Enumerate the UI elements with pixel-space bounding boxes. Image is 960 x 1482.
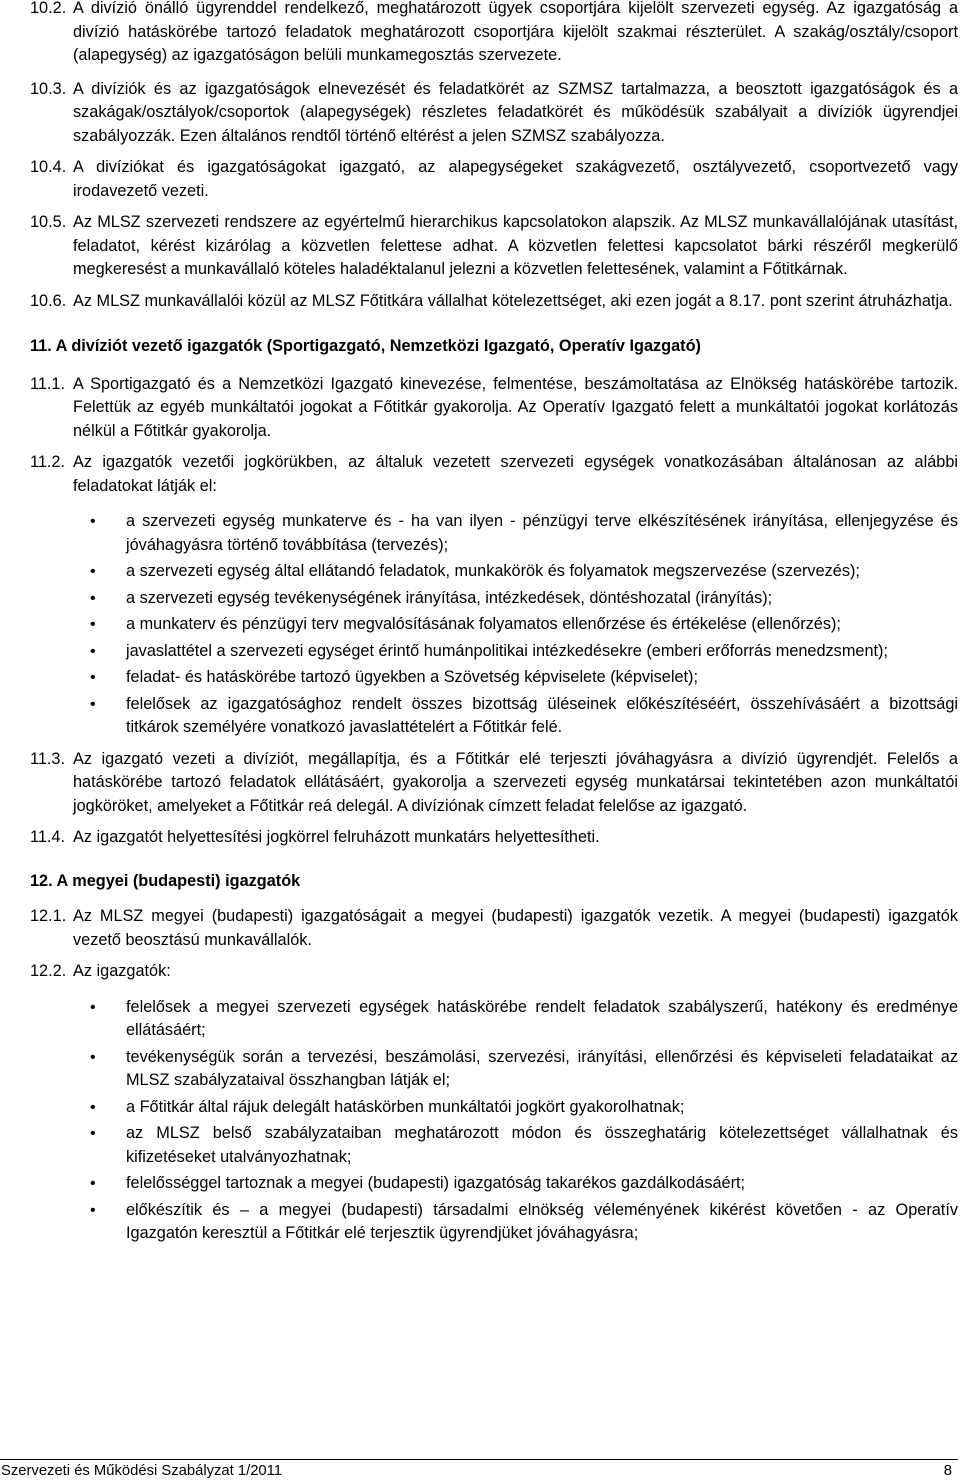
paragraph-text: A divíziók és az igazgatóságok elnevezését és feladatkörét az SZMSZ tartalmazza, a beosztott igazgatóságok és a szakágak/osztályok/csoportok (alapegységek) részletes feladatkörét és működésük szabályait a divíziók ügyrendjei szabályozzák. Ezen általános rendtől történő eltérést a jelen SZMSZ szabályozza. (73, 79, 958, 145)
paragraph-number: 11.2. (30, 453, 66, 471)
section-heading-12: 12. A megyei (budapesti) igazgatók (30, 871, 301, 890)
paragraph-number: 10.3. (30, 79, 67, 98)
paragraph-number: 11.3. (30, 749, 66, 768)
bullet-icon: • (90, 695, 96, 713)
paragraph-11-3 (30, 748, 958, 819)
list-item (30, 587, 958, 611)
paragraph-text: A Sportigazgató és a Nemzetközi Igazgató kinevezése, felmentése, beszámoltatása az Elnökség hatáskörébe tartozik. Felettük az egyéb munkáltatói jogokat a Főtitkár gyakorolja. Az Operatív Igazgató felett a munkáltatói jogokat korlátozás nélkül a Főtitkár gyakorolja. (73, 374, 958, 440)
paragraph-11-4 (30, 826, 958, 850)
bullet-icon: • (90, 642, 96, 660)
paragraph-10-3 (30, 78, 958, 149)
paragraph-10-4 (30, 156, 958, 203)
paragraph-number: 10.4. (30, 158, 67, 176)
list-item-text: a munkaterv és pénzügyi terv megvalósításának folyamatos ellenőrzése és értékelése (ellenőrzés); (126, 615, 841, 633)
list-item-text: feladat- és hatáskörébe tartozó ügyekben a Szövetség képviselete (képviselet); (126, 668, 698, 686)
list-item (30, 996, 958, 1043)
paragraph-text: Az igazgató vezeti a divíziót, megállapítja, és a Főtitkár elé terjeszti jóváhagyásra a divízió ügyrendjét. Felelős a hatáskörébe tartozó feladatok ellátásáért, gyakorolja a szervezeti egység munkatársai tekintetében azon munkáltatói jogköröket, amelyeket a Főtitkár reá delegál. A divíziónak címzett feladat felelőse az igazgató. (73, 749, 958, 815)
list-item-text: a szervezeti egység munkaterve és - ha van ilyen - pénzügyi terve elkészítésének irányítása, ellenjegyzése és jóváhagyásra történő továbbítása (tervezés); (126, 512, 958, 554)
page-footer (0, 1459, 958, 1482)
list-item-text: a szervezeti egység által ellátandó feladatok, munkakörök és folyamatok megszervezése (szervezés); (126, 562, 860, 580)
list-item-text: tevékenységük során a tervezési, beszámolási, szervezési, irányítási, ellenőrzési és képviseleti feladataikat az MLSZ szabályzataival összhangban látják el; (126, 1047, 958, 1089)
paragraph-text: A divíziókat és igazgatóságokat igazgató, az alapegységeket szakágvezető, osztályvezető, csoportvezető vagy irodavezető vezeti. (73, 158, 958, 200)
list-item (30, 693, 958, 740)
list-item-text: javaslattétel a szervezeti egységet érintő humánpolitikai intézkedésekre (emberi erőforrás menedzsment); (126, 641, 888, 660)
paragraph-text: A divízió önálló ügyrenddel rendelkező, meghatározott ügyek csoportjára kijelölt szervezeti egység. Az igazgatóság a divízió hatáskörébe tartozó feladatok meghatározott csoportjára kijelölt szakmai részterület. A szakág/osztály/csoport (alapegység) az igazgatóságon belüli munkamegosztás szervezete. (73, 0, 958, 64)
paragraph-text: Az igazgatót helyettesítési jogkörrel felruházott munkatárs helyettesítheti. (73, 828, 600, 846)
bullet-icon: • (90, 563, 96, 580)
paragraph-10-6 (30, 290, 958, 314)
list-item (30, 510, 958, 557)
paragraph-10-2 (30, 0, 958, 68)
bullet-icon: • (90, 1175, 96, 1192)
paragraph-11-2 (30, 451, 958, 498)
paragraph-text: Az MLSZ munkavállalói közül az MLSZ Főtitkára vállalhat kötelezettséget, aki ezen jogát a 8.17. pont szerint átruházhatja. (73, 291, 953, 310)
list-item-text: felelősek az igazgatósághoz rendelt összes bizottság üléseinek előkészítéséért, összehívásáért a bizottsági titkárok személyére vonatkozó javaslattételért a Főtitkár felé. (126, 694, 958, 736)
bullet-icon: • (90, 998, 96, 1016)
list-item-text: a szervezeti egység tevékenységének irányítása, intézkedések, döntéshozatal (irányítás); (126, 588, 773, 607)
list-item (30, 1172, 958, 1196)
paragraph-text: Az MLSZ szervezeti rendszere az egyértelmű hierarchikus kapcsolatokon alapszik. Az MLSZ munkavállalójának utasítást, feladatot, kérést kizárólag a közvetlen felettese adhat. A közvetlen felettesi kapcsolatot bárki részéről megkerülő megkeresést a munkavállaló köteles haladéktalanul jelezni a közvetlen felettesének, valamint a Főtitkárnak. (73, 213, 958, 278)
list-item-text: előkészítik és – a megyei (budapesti) társadalmi elnökség véleményének kikérést követően - az Operatív Igazgatón keresztül a Főtitkár elé terjesztik ügyrendjüket jóváhagyásra; (126, 1200, 958, 1242)
bullet-icon: • (90, 1048, 96, 1066)
section-heading-11: 11. A divíziót vezető igazgatók (Sportigazgató, Nemzetközi Igazgató, Operatív Igazgató) (30, 337, 701, 355)
list-item (30, 640, 958, 664)
paragraph-number: 10.5. (30, 213, 67, 231)
paragraph-11-1 (30, 373, 958, 444)
bullet-icon: • (90, 1201, 96, 1219)
bullet-icon: • (90, 669, 96, 686)
bullet-icon: • (90, 616, 96, 633)
paragraph-number: 12.1. (30, 907, 67, 925)
list-item (30, 613, 958, 637)
document-body (30, 0, 958, 1246)
paragraph-text: Az MLSZ megyei (budapesti) igazgatóságait a megyei (budapesti) igazgatók vezetik. A megyei (budapesti) igazgatók vezető beosztású munkavállalók. (73, 907, 958, 949)
bullet-list-12-2 (30, 996, 958, 1246)
footer-document-title: Szervezeti és Működési Szabályzat 1/2011 (1, 1463, 283, 1479)
paragraph-12-1 (30, 905, 958, 952)
paragraph-number: 11.4. (30, 828, 66, 846)
paragraph-number: 10.6. (30, 291, 67, 310)
bullet-icon: • (90, 1098, 96, 1116)
list-item (30, 560, 958, 584)
bullet-icon: • (90, 1125, 96, 1142)
list-item-text: a Főtitkár által rájuk delegált hatáskörben munkáltatói jogkört gyakorolhatnak; (126, 1097, 685, 1116)
bullet-icon: • (90, 589, 96, 607)
paragraph-number: 10.2. (30, 0, 67, 17)
list-item (30, 1199, 958, 1246)
list-item (30, 1122, 958, 1169)
paragraph-text: Az igazgatók vezetői jogkörükben, az általuk vezetett szervezeti egységek vonatkozásában általánosan az alábbi feladatokat látják el: (73, 453, 958, 495)
list-item (30, 1096, 958, 1120)
list-item-text: felelősek a megyei szervezeti egységek hatáskörébe rendelt feladatok szabályszerű, hatékony és eredménye ellátásáért; (126, 997, 958, 1039)
paragraph-10-5 (30, 211, 958, 282)
paragraph-number: 12.2. (30, 962, 67, 980)
paragraph-12-2 (30, 960, 958, 984)
paragraph-number: 11.1. (30, 374, 66, 393)
list-item-text: felelősséggel tartoznak a megyei (budapesti) igazgatóság takarékos gazdálkodásáért; (126, 1174, 746, 1192)
bullet-icon: • (90, 513, 96, 530)
list-item-text: az MLSZ belső szabályzataiban meghatározott módon és összeghatárig kötelezettséget vállalhatnak és kifizetéseket utalványozhatnak; (126, 1124, 958, 1166)
list-item (30, 1046, 958, 1093)
list-item (30, 666, 958, 690)
page-number: 8 (943, 1463, 952, 1479)
bullet-list-11-2 (30, 510, 958, 740)
paragraph-text: Az igazgatók: (73, 962, 171, 980)
